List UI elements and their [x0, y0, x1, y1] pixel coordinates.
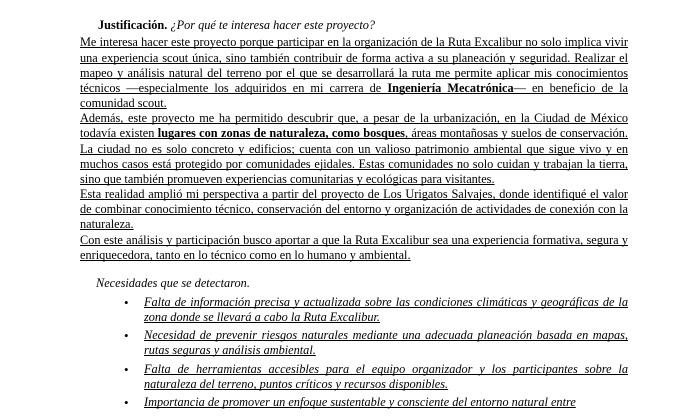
body-text: Con este análisis y participación busco aportar a que la Ruta Excalibur sea una experiencia formativa, segura y enriquecedora, tanto en lo técnico como en lo humano y ambiental.: [80, 232, 628, 262]
list-item-text: Importancia de promover un enfoque sustentable y consciente del entorno natural entre: [144, 394, 576, 409]
list-item: [124, 395, 628, 410]
list-item: [124, 362, 628, 392]
section-heading-lead: Justificación.: [98, 18, 168, 32]
list-item-text: Falta de herramientas accesibles para el equipo organizador y los participantes sobre la naturaleza del terreno, puntos críticos y recursos disponibles.: [144, 361, 628, 391]
list-item: [124, 328, 628, 358]
paragraph-3: [80, 187, 628, 233]
list-item: [124, 295, 628, 325]
list-item-text: Necesidad de prevenir riesgos naturales mediante una adecuada planeación basada en mapas, rutas seguras y análisis ambiental.: [144, 328, 628, 358]
body-text: Me interesa hacer este proyecto porque participar en la organización de la Ruta Excalibur no solo implica vivir una experiencia scout única, sino también contribuir de forma activa a su planeación y seguridad. Realizar el mapeo y análisis natural del terreno por el que se desarrollará la ruta me permite aplicar mis conocimientos técnicos —especialmente los adquiridos en mi carrera de: [80, 35, 628, 95]
section-heading-question: ¿Por qué te interesa hacer este proyecto?: [170, 18, 376, 32]
section-heading: [80, 18, 628, 33]
body-text: Además, este proyecto me ha permitido descubrir que, a pesar de la urbanización, en la Ciudad de México todavía existen: [80, 111, 628, 141]
emphasis-text: lugares con zonas de naturaleza, como bosques: [157, 126, 405, 141]
paragraph-1: [80, 35, 628, 111]
emphasis-text: Ingeniería Mecatrónica: [387, 80, 514, 95]
justification-body: [80, 35, 628, 263]
body-text: , áreas montañosas y suelos de conservación. La ciudad no es solo concreto y edificios; cuenta con un valioso patrimonio ambiental que sigue vivo y en muchos casos está protegido por comunidades ejidales. Estas comunidades no solo cuidan y trabajan la tierra, sino que también promueven experiencias comunitarias y ecológicas para visitantes.: [80, 126, 628, 186]
needs-list: [80, 295, 628, 410]
body-text: — en beneficio de la comunidad scout.: [80, 80, 628, 111]
paragraph-4: [80, 233, 628, 263]
body-text: Esta realidad amplió mi perspectiva a partir del proyecto de Los Urigatos Salvajes, donde identifiqué el valor de combinar conocimiento técnico, conservación del entorno y organización de actividades de conexión con la naturaleza.: [80, 187, 628, 232]
needs-section-title: Necesidades que se detectaron.: [96, 275, 250, 290]
list-item-text: Falta de información precisa y actualizada sobre las condiciones climáticas y geográficas de la zona donde se llevará a cabo la Ruta Excalibur.: [144, 294, 628, 325]
paragraph-2: [80, 111, 628, 187]
